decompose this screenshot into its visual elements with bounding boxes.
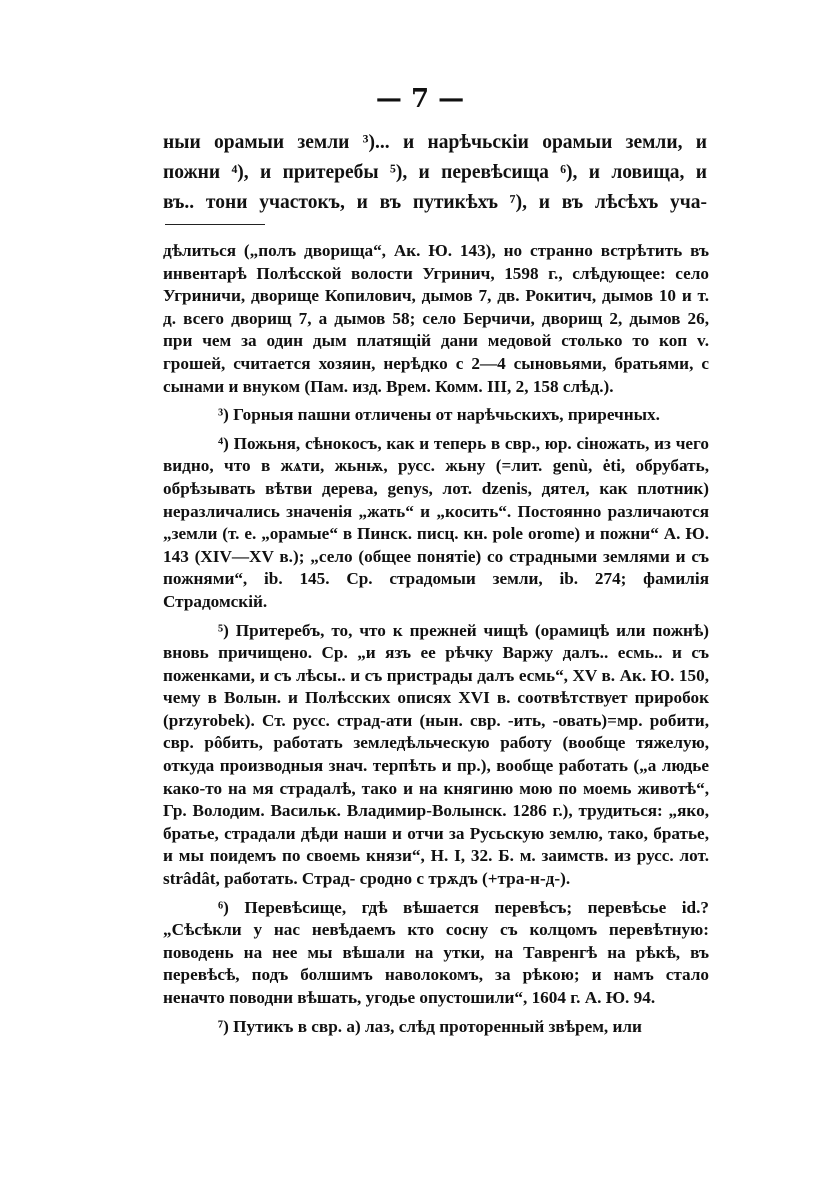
footnote-6: ⁶) Перевѣсище, гдѣ вѣшается перевѣсъ; перевѣсье id.? „Сѣсѣкли у нас невѣдаемъ кто сосну съ колцомъ перевѣтную: поводень на нее мы вѣшали на утки, на Тавренгѣ на рѣкѣ, въ перевѣсѣ, подъ болшимъ наволокомъ, за рѣкою; и намъ стало неначто поводни вѣшать, угодье опустошили“, 1604 г. А. Ю. 94. bbox=[163, 897, 709, 1007]
page-number: — 7 — bbox=[375, 84, 465, 114]
main-text-line: въ.. тони участокъ, и въ путикѣхъ ⁷), и въ лѣсѣхъ уча- bbox=[163, 192, 707, 213]
main-text bbox=[163, 128, 707, 218]
footnote-3: ³) Горныя пашни отличены от нарѣчьскихъ, приречных. bbox=[218, 405, 660, 425]
footnotes bbox=[163, 240, 709, 1044]
footnote-separator bbox=[165, 224, 265, 225]
footnote-continuation: дѣлиться („полъ дворища“, Ак. Ю. 143), но странно встрѣтить въ инвентарѣ Полѣсской волости Угринич, 1598 г., слѣдующее: село Угриничи, дворище Копилович, дымов 7, дв. Рокитич, дымов 10 и т. д. всего дворищ 7, а дымов 58; село Берчичи, дворищ 2, дымов 26, при чем за один дым платящій дани медовой столько то коп v. грошей, считается хозяин, нерѣдко с 2—4 сыновьями, братьями, с сынами и внуком (Пам. изд. Врем. Комм. III, 2, 158 слѣд.). bbox=[163, 241, 709, 396]
main-text-line: пожни ⁴), и притеребы ⁵), и перевѣсища ⁶), и ловища, и bbox=[163, 162, 707, 183]
footnote-5: ⁵) Притеребъ, то, что к прежней чищѣ (орамицѣ или пожнѣ) вновь причищено. Ср. „и язъ ее рѣчку Варжу далъ.. есмь.. и съ поженками, и съ лѣсы.. и съ пристрады далъ есмь“, XV в. Ак. Ю. 150, чему в Волын. и Полѣсских описях XVI в. соотвѣтствует приробок (przyrobek). Ст. русс. страд-ати (нын. свр. -ить, -овать)=мр. робити, свр. рôбить, работать земледѣльческую работу (вообще тяжелую, откуда производныя знач. терпѣть и пр.), вообще работать („а людье како-то на мя страдалѣ, тако и на княгиню мою по моемь животѣ“, Гр. Володим. Васильк. Владимир-Волынск. 1286 г.), трудиться: „яко, братье, страдали дѣди наши и отчи за Русьскую землю, тако, братье, и мы поидемъ по своемь князи“, Н. I, 32. Б. м. заимств. из русс. лот. strâdât, работать. Страд- сродно с трѫдъ (+тра-н-д-). bbox=[163, 620, 709, 889]
footnote-7: ⁷) Путикъ в свр. а) лаз, слѣд проторенный звѣрем, или bbox=[218, 1016, 642, 1036]
main-text-line: ныи орамыи земли ³)... и нарѣчьскіи орамыи земли, и bbox=[163, 132, 707, 153]
footnote-4: ⁴) Пожьня, сѣнокосъ, как и теперь в свр., юр. сіножать, из чего видно, что в жѧти, жьнѭ, русс. жьну (=лит. genù, ėti, обрубать, обрѣзывать вѣтви дерева, genys, лот. dzenis, дятел, как плотник) неразличались значенія „жать“ и „косить“. Постоянно различаются „земли (т. е. „орамые“ в Пинск. писц. кн. pole orome) и пожни“ А. Ю. 143 (XIV—XV в.); „село (общее понятіе) со страдными землями и съ пожнями“, ib. 145. Ср. страдомыи земли, ib. 274; фамилія Страдомскій. bbox=[163, 433, 709, 611]
